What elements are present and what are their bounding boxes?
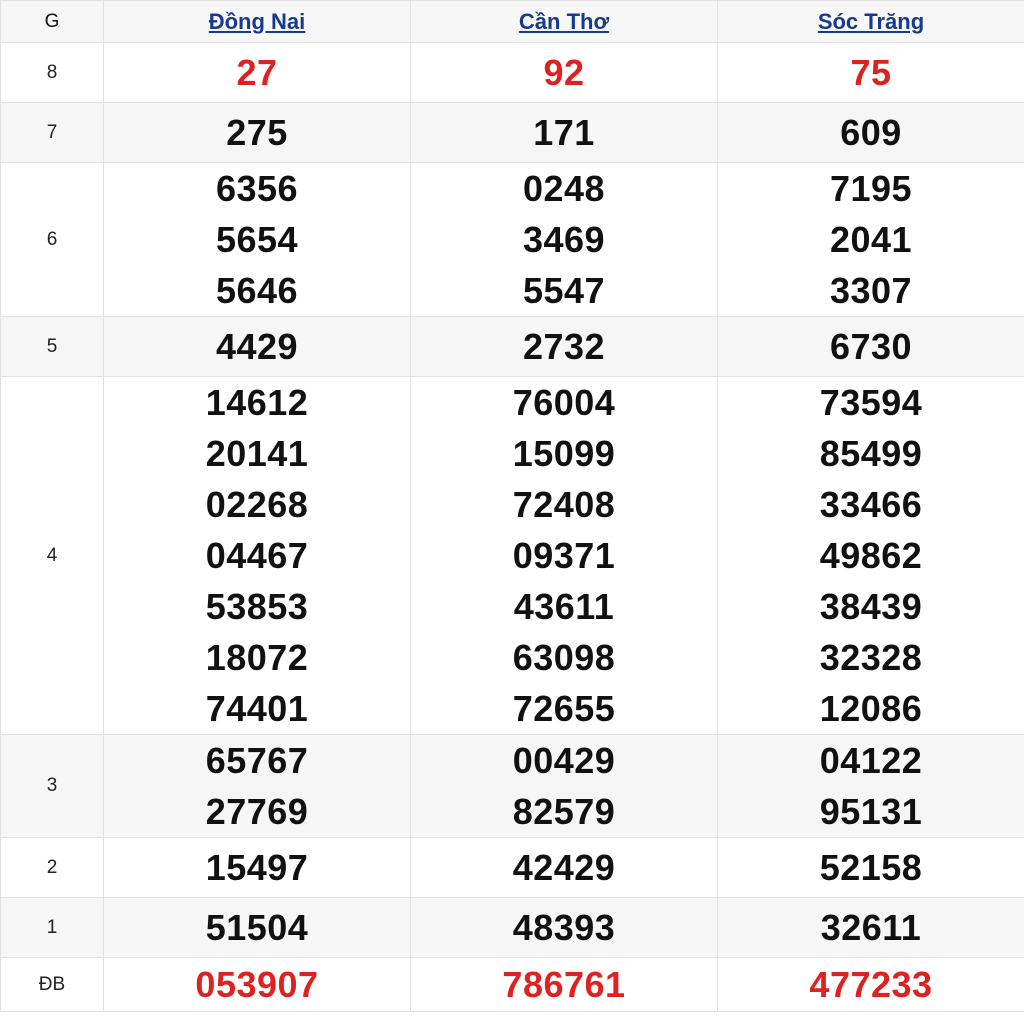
province-header-soc-trang	[718, 1, 1024, 43]
result-number: 3307	[829, 270, 913, 311]
prize-label: 7	[1, 103, 104, 163]
result-number: 18072	[205, 637, 309, 678]
result-number: 38439	[819, 586, 923, 627]
result-number: 15099	[512, 433, 616, 474]
result-cell	[718, 735, 1024, 838]
result-number: 53853	[205, 586, 309, 627]
prize-label: ĐB	[1, 958, 104, 1012]
results-body	[1, 43, 1024, 1012]
prize-column-header: G	[1, 1, 104, 43]
prize-label: 8	[1, 43, 104, 103]
result-cell	[411, 103, 718, 163]
result-number: 786761	[502, 964, 626, 1005]
result-number: 14612	[205, 382, 309, 423]
result-number: 6356	[215, 168, 299, 209]
result-number: 27	[236, 52, 278, 93]
result-number: 02268	[205, 484, 309, 525]
result-cell	[718, 317, 1024, 377]
result-number: 5547	[522, 270, 606, 311]
result-number: 74401	[205, 688, 309, 729]
result-number: 5646	[215, 270, 299, 311]
result-number: 65767	[205, 740, 309, 781]
result-number: 4429	[215, 326, 299, 367]
result-number: 04122	[819, 740, 923, 781]
result-number: 73594	[819, 382, 923, 423]
result-cell	[104, 103, 411, 163]
province-link-dong-nai[interactable]: Đồng Nai	[208, 8, 306, 34]
result-number: 00429	[512, 740, 616, 781]
prize-row-0	[1, 43, 1024, 103]
result-number: 2041	[829, 219, 913, 260]
result-cell	[411, 43, 718, 103]
result-number: 76004	[512, 382, 616, 423]
result-number: 275	[226, 112, 288, 153]
result-cell	[718, 898, 1024, 958]
result-cell	[104, 958, 411, 1012]
result-cell	[411, 735, 718, 838]
result-number: 477233	[809, 964, 933, 1005]
result-cell	[411, 898, 718, 958]
prize-label: 2	[1, 838, 104, 898]
prize-row-3	[1, 317, 1024, 377]
result-cell	[411, 958, 718, 1012]
result-number: 75	[850, 52, 892, 93]
result-cell	[411, 163, 718, 317]
prize-label: 1	[1, 898, 104, 958]
prize-row-5	[1, 735, 1024, 838]
result-cell	[718, 103, 1024, 163]
result-cell	[104, 377, 411, 735]
result-cell	[718, 377, 1024, 735]
province-link-can-tho[interactable]: Cần Thơ	[518, 8, 610, 34]
result-number: 43611	[513, 586, 615, 627]
prize-row-1	[1, 103, 1024, 163]
result-number: 42429	[512, 847, 616, 888]
prize-row-7	[1, 898, 1024, 958]
result-number: 09371	[512, 535, 616, 576]
result-cell	[104, 43, 411, 103]
result-cell	[411, 377, 718, 735]
result-number: 92	[543, 52, 585, 93]
result-number: 49862	[819, 535, 923, 576]
prize-row-4	[1, 377, 1024, 735]
result-cell	[718, 838, 1024, 898]
result-number: 15497	[205, 847, 309, 888]
result-number: 6730	[829, 326, 913, 367]
result-number: 72655	[512, 688, 616, 729]
result-cell	[411, 838, 718, 898]
result-number: 7195	[829, 168, 913, 209]
prize-label: 5	[1, 317, 104, 377]
result-number: 0248	[522, 168, 606, 209]
result-cell	[718, 163, 1024, 317]
result-number: 48393	[512, 907, 616, 948]
province-link-soc-trang[interactable]: Sóc Trăng	[817, 8, 925, 34]
result-number: 82579	[512, 791, 616, 832]
province-header-can-tho	[411, 1, 718, 43]
result-number: 72408	[512, 484, 616, 525]
result-number: 2732	[522, 326, 606, 367]
result-number: 609	[840, 112, 902, 153]
result-cell	[104, 163, 411, 317]
result-number: 32611	[820, 907, 922, 948]
result-number: 20141	[205, 433, 309, 474]
result-number: 63098	[512, 637, 616, 678]
result-number: 27769	[205, 791, 309, 832]
result-number: 3469	[522, 219, 606, 260]
result-cell	[104, 898, 411, 958]
result-number: 85499	[819, 433, 923, 474]
prize-row-6	[1, 838, 1024, 898]
result-number: 32328	[819, 637, 923, 678]
result-cell	[411, 317, 718, 377]
result-number: 12086	[819, 688, 923, 729]
result-number: 5654	[215, 219, 299, 260]
result-number: 33466	[819, 484, 923, 525]
result-number: 95131	[819, 791, 923, 832]
result-number: 053907	[195, 964, 319, 1005]
header-row	[1, 1, 1024, 43]
result-cell	[718, 958, 1024, 1012]
result-number: 04467	[205, 535, 309, 576]
prize-label: 4	[1, 377, 104, 735]
result-cell	[718, 43, 1024, 103]
prize-row-8	[1, 958, 1024, 1012]
result-cell	[104, 735, 411, 838]
result-number: 52158	[819, 847, 923, 888]
prize-row-2	[1, 163, 1024, 317]
prize-label: 3	[1, 735, 104, 838]
result-number: 171	[533, 112, 595, 153]
result-cell	[104, 838, 411, 898]
province-header-dong-nai	[104, 1, 411, 43]
result-number: 51504	[205, 907, 309, 948]
result-cell	[104, 317, 411, 377]
prize-label: 6	[1, 163, 104, 317]
